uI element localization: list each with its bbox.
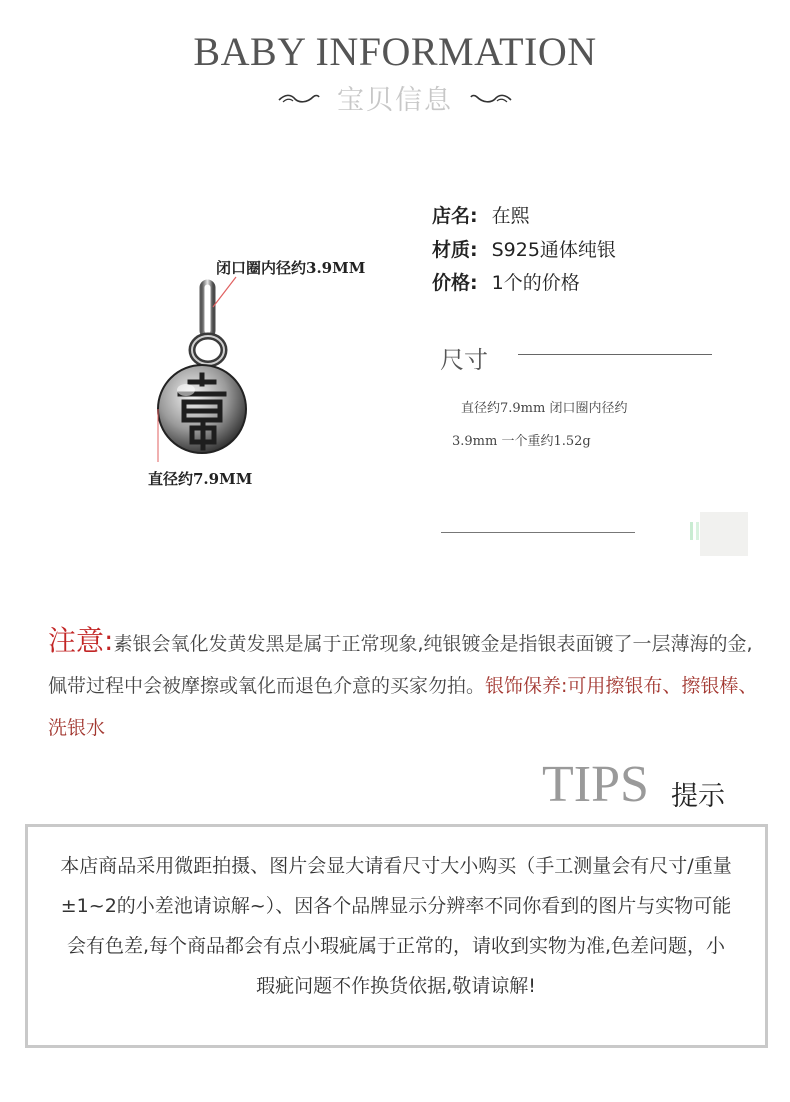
right-swirl-icon — [469, 91, 513, 105]
tips-body: 本店商品采用微距拍摄、图片会显大请看尺寸大小购买（手工测量会有尺寸/重量±1~2的小差池请谅解~）、因各个品牌显示分辨率不同你看到的图片与实物可能会有色差,每个商品都会有点小瑕疵属于正常的，请收到实物为准,色差问题，小瑕疵问题不作换货依据,敬请谅解! — [60, 855, 732, 997]
notice-label: 注意: — [48, 624, 114, 657]
pendant-photo — [140, 272, 260, 472]
notice-paragraph — [48, 620, 760, 749]
size-line-2: 3.9mm 一个重约1.52g — [452, 434, 591, 449]
shop-row — [432, 201, 530, 228]
page-subtitle: 宝贝信息 — [337, 85, 453, 116]
inner-diameter-label: 闭口圈内径约3.9MM — [216, 259, 366, 277]
notice-body: 素银会氧化发黄发黑是属于正常现象,纯银镀金是指银表面镀了一层薄海的金,佩带过程中会被摩擦或氧化而退色介意的买家勿拍。 — [48, 633, 753, 697]
price-value: 1个的价格 — [491, 272, 580, 294]
page-title: BABY INFORMATION — [193, 29, 597, 74]
decoration — [690, 522, 693, 540]
decoration — [700, 512, 748, 556]
subtitle-row — [0, 78, 790, 117]
material-key: 材质: — [432, 239, 478, 261]
shop-value: 在熙 — [491, 205, 530, 227]
tips-title: TIPS — [542, 756, 649, 813]
price-row — [432, 268, 580, 295]
tips-subtitle: 提示 — [671, 781, 725, 812]
size-divider — [518, 354, 712, 355]
care-tip: 银饰保养:可用擦银布、擦银棒、洗银水 — [48, 675, 758, 739]
material-row — [432, 235, 616, 262]
decoration — [696, 522, 699, 540]
left-swirl-icon — [277, 91, 321, 105]
shop-key: 店名: — [432, 205, 478, 227]
diameter-label: 直径约7.9MM — [148, 470, 253, 488]
size-line-1: 直径约7.9mm 闭口圈内径约 — [461, 401, 628, 416]
material-value: S925通体纯银 — [491, 239, 616, 261]
price-key: 价格: — [432, 272, 478, 294]
size-title: 尺寸 — [440, 346, 488, 374]
bottom-divider — [441, 532, 635, 533]
